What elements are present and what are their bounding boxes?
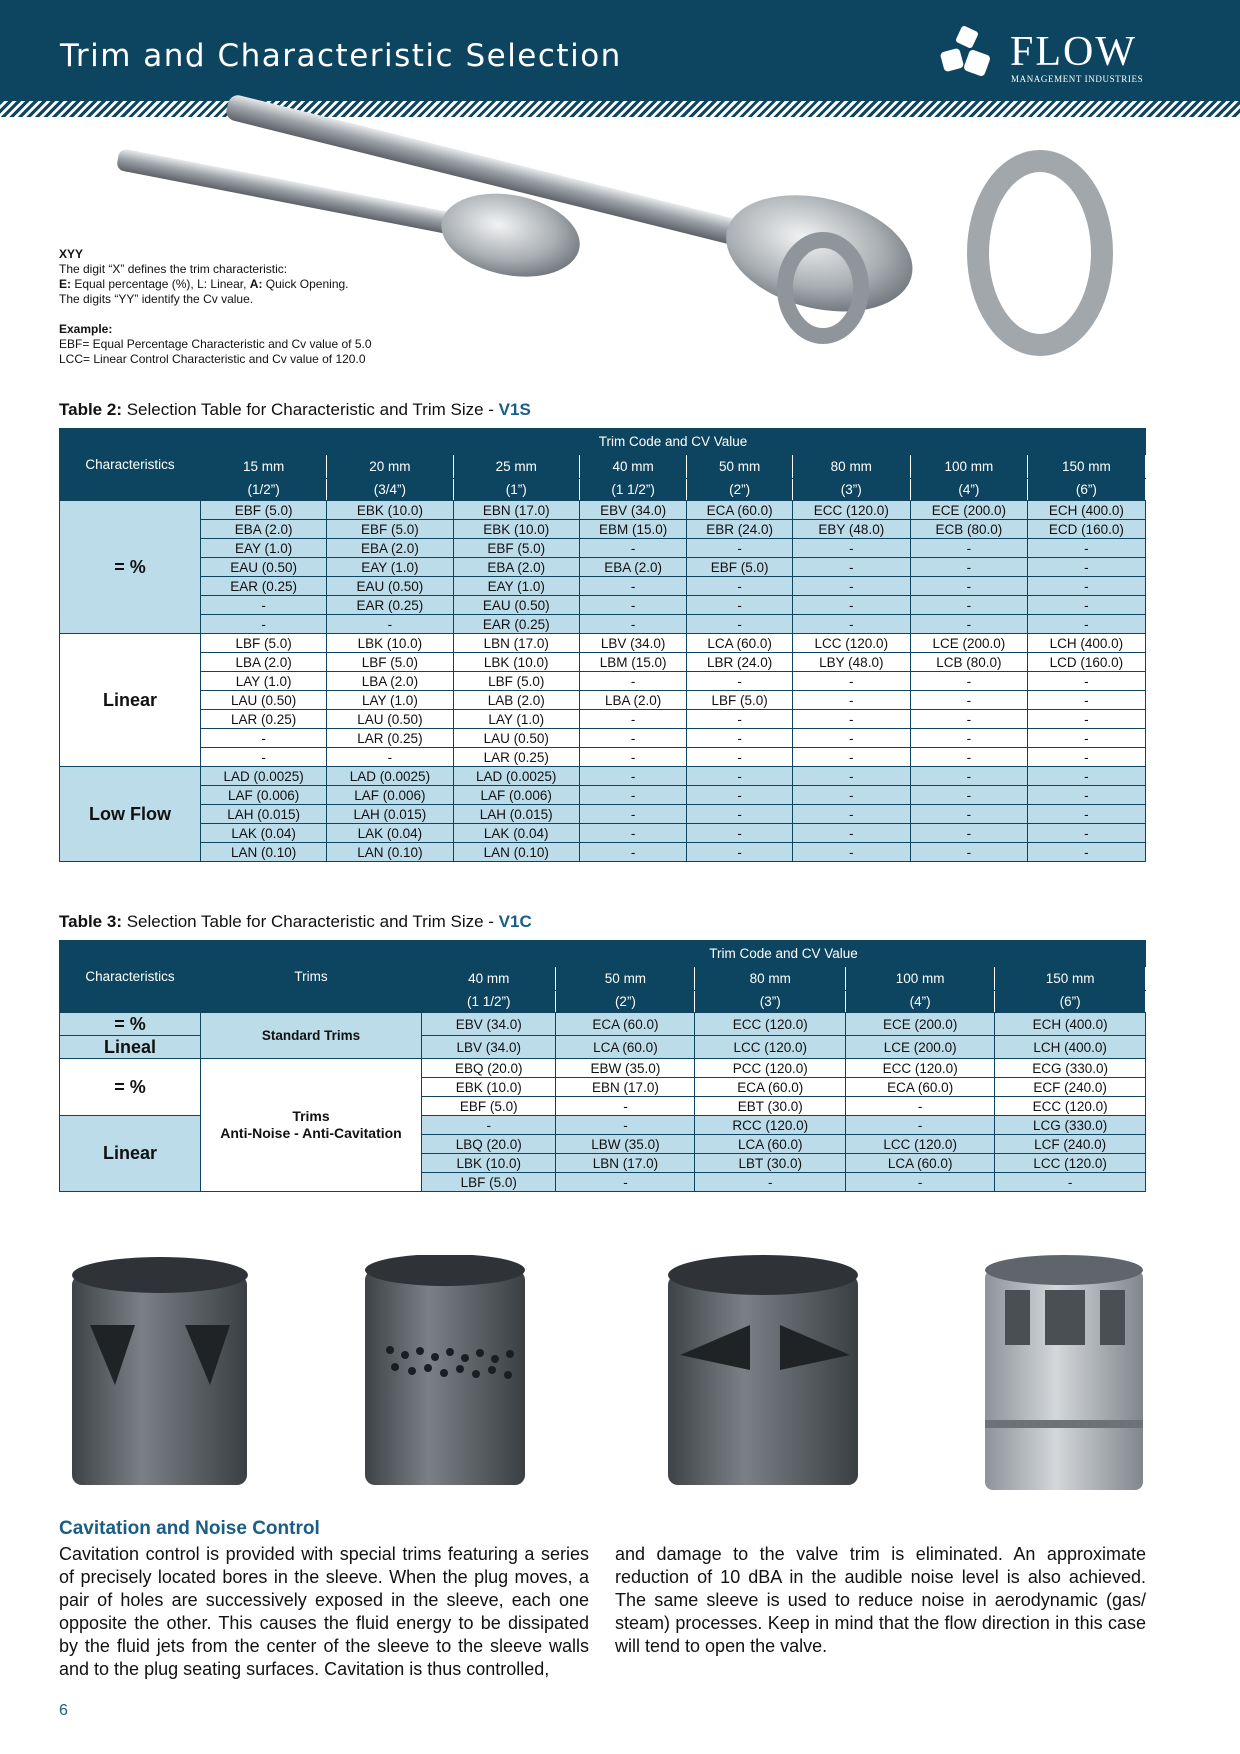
table-cell: LAH (0.015) xyxy=(453,805,579,824)
table-cell: - xyxy=(792,558,910,577)
table-cell: LBY (48.0) xyxy=(792,653,910,672)
size-inch-header: (1 1/2”) xyxy=(422,991,556,1013)
xyy-line2: E: Equal percentage (%), L: Linear, A: Quick Opening. xyxy=(59,277,349,291)
table-cell: EAY (1.0) xyxy=(327,558,453,577)
table-cell: LAN (0.10) xyxy=(201,843,327,862)
table-cell: LAU (0.50) xyxy=(453,729,579,748)
table-row xyxy=(60,691,1146,710)
table-cell: - xyxy=(687,748,792,767)
table-cell: ECF (240.0) xyxy=(995,1078,1146,1097)
table-row xyxy=(60,805,1146,824)
table-cell: - xyxy=(910,748,1027,767)
table-cell: LCF (240.0) xyxy=(995,1135,1146,1154)
table-row xyxy=(60,596,1146,615)
table-cell: LCA (60.0) xyxy=(695,1135,846,1154)
group-label: Lineal xyxy=(60,1036,201,1059)
table-cell: LCH (400.0) xyxy=(995,1036,1146,1059)
table-row xyxy=(60,539,1146,558)
section-col2: and damage to the valve trim is eliminated. An approximate reduction of 10 dBA in the audible noise level is also achieved. The same sleeve is used to reduce noise in aerodynamic (gas/ steam) processes. Keep in mind that the flow direction in this case will tend to open the valve. xyxy=(615,1544,1146,1656)
size-inch-header: (2”) xyxy=(687,479,792,501)
logo-subtitle: MANAGEMENT INDUSTRIES xyxy=(1011,74,1144,84)
table-cell: ECH (400.0) xyxy=(1027,501,1145,520)
table-cell: LBA (2.0) xyxy=(579,691,687,710)
table-cell: EBY (48.0) xyxy=(792,520,910,539)
logo-cubes-icon xyxy=(940,22,1000,92)
size-mm-header: 25 mm xyxy=(453,455,579,479)
size-mm-header: 100 mm xyxy=(910,455,1027,479)
table-cell: - xyxy=(910,843,1027,862)
table-row xyxy=(60,1059,1146,1078)
table-cell: - xyxy=(687,596,792,615)
table-cell: - xyxy=(910,767,1027,786)
size-inch-header: (4”) xyxy=(846,991,995,1013)
table-cell: EAY (1.0) xyxy=(453,577,579,596)
table-cell: ECA (60.0) xyxy=(556,1013,695,1036)
table-cell: LBM (15.0) xyxy=(579,653,687,672)
table-cell: ECB (80.0) xyxy=(910,520,1027,539)
size-mm-header: 20 mm xyxy=(327,455,453,479)
table-cell: - xyxy=(687,672,792,691)
table2-v1s xyxy=(59,428,1146,862)
table-cell: - xyxy=(327,748,453,767)
table-cell: LCC (120.0) xyxy=(846,1135,995,1154)
table-row xyxy=(60,843,1146,862)
example-2: LCC= Linear Control Characteristic and Cv value of 120.0 xyxy=(59,352,366,366)
table-cell: LBK (10.0) xyxy=(422,1154,556,1173)
table-cell: - xyxy=(1027,824,1145,843)
table-cell: LAK (0.04) xyxy=(327,824,453,843)
table-cell: - xyxy=(1027,729,1145,748)
group-label: Linear xyxy=(60,634,201,767)
table-cell: ECE (200.0) xyxy=(910,501,1027,520)
size-inch-header: (2”) xyxy=(556,991,695,1013)
table-row xyxy=(60,729,1146,748)
table-cell: LBF (5.0) xyxy=(422,1173,556,1192)
table2-caption: Table 2: Selection Table for Characteristic and Trim Size - V1S xyxy=(59,400,531,419)
table-cell: - xyxy=(579,539,687,558)
table3-caption: Table 3: Selection Table for Characteristic and Trim Size - V1C xyxy=(59,912,532,931)
table-cell: - xyxy=(695,1173,846,1192)
corner-header: Characteristics xyxy=(60,941,201,1013)
table-cell: - xyxy=(687,539,792,558)
example-label: Example: xyxy=(59,322,113,336)
table-cell: - xyxy=(792,729,910,748)
table-cell: LAF (0.006) xyxy=(201,786,327,805)
table-cell: - xyxy=(1027,672,1145,691)
table-cell: - xyxy=(910,672,1027,691)
sleeve-2 xyxy=(365,1255,525,1485)
table-cell: - xyxy=(687,843,792,862)
table-cell: LBA (2.0) xyxy=(327,672,453,691)
table-cell: - xyxy=(1027,577,1145,596)
table-cell: - xyxy=(1027,843,1145,862)
table-cell: EBK (10.0) xyxy=(327,501,453,520)
table-cell: - xyxy=(792,691,910,710)
table-cell: - xyxy=(1027,596,1145,615)
table-cell: - xyxy=(792,577,910,596)
table-cell: - xyxy=(579,748,687,767)
table-cell: - xyxy=(201,596,327,615)
table-cell: EAR (0.25) xyxy=(327,596,453,615)
table-cell: - xyxy=(579,767,687,786)
table-row xyxy=(60,824,1146,843)
table-cell: EBA (2.0) xyxy=(201,520,327,539)
table-cell: - xyxy=(687,805,792,824)
table-cell: - xyxy=(1027,805,1145,824)
table-cell: LBT (30.0) xyxy=(695,1154,846,1173)
table-row xyxy=(60,479,1146,501)
table-cell: LCG (330.0) xyxy=(995,1116,1146,1135)
table-cell: LAU (0.50) xyxy=(327,710,453,729)
table-cell: EAU (0.50) xyxy=(327,577,453,596)
table-row xyxy=(60,577,1146,596)
table-cell: LCA (60.0) xyxy=(846,1154,995,1173)
page-title: Trim and Characteristic Selection xyxy=(60,38,622,74)
table-cell: - xyxy=(579,672,687,691)
table-cell: - xyxy=(910,558,1027,577)
table-cell: LBQ (20.0) xyxy=(422,1135,556,1154)
table-cell: LAD (0.0025) xyxy=(327,767,453,786)
size-inch-header: (6”) xyxy=(1027,479,1145,501)
table-cell: ECA (60.0) xyxy=(846,1078,995,1097)
logo xyxy=(940,22,1180,92)
standard-trims-label: Standard Trims xyxy=(201,1013,422,1059)
table-cell: EAR (0.25) xyxy=(201,577,327,596)
size-mm-header: 50 mm xyxy=(556,967,695,991)
table-cell: - xyxy=(687,577,792,596)
table-row xyxy=(60,615,1146,634)
table-cell: LAK (0.04) xyxy=(453,824,579,843)
sleeve-4 xyxy=(985,1255,1143,1490)
table-cell: LBA (2.0) xyxy=(201,653,327,672)
size-mm-header: 150 mm xyxy=(1027,455,1145,479)
table-cell: LBK (10.0) xyxy=(327,634,453,653)
size-mm-header: 50 mm xyxy=(687,455,792,479)
table-cell: LBF (5.0) xyxy=(453,672,579,691)
size-mm-header: 80 mm xyxy=(695,967,846,991)
table-cell: LAY (1.0) xyxy=(201,672,327,691)
table-cell: - xyxy=(687,824,792,843)
table-cell: EAU (0.50) xyxy=(453,596,579,615)
group-label: = % xyxy=(60,1013,201,1036)
table-cell: - xyxy=(792,843,910,862)
anti-trims-label xyxy=(201,1059,422,1192)
table-cell: LCC (120.0) xyxy=(695,1036,846,1059)
table-cell: LAH (0.015) xyxy=(201,805,327,824)
table-cell: EBF (5.0) xyxy=(422,1097,556,1116)
table-cell: - xyxy=(910,729,1027,748)
table-cell: - xyxy=(579,824,687,843)
table-cell: EBN (17.0) xyxy=(453,501,579,520)
xyy-line1: The digit “X” defines the trim characteristic: xyxy=(59,262,288,276)
table-cell: - xyxy=(792,748,910,767)
section-col1: Cavitation control is provided with special trims featuring a series of precisely located bores in the sleeve. When the plug moves, a pair of holes are successively exposed in the sleeve, each one opposite the other. This causes the fluid energy to be dissipated by the fluid jets from the center of the sleeve to the sleeve walls and to the plug seating surfaces. Cavitation is thus controlled, xyxy=(59,1544,589,1679)
table-cell: EBV (34.0) xyxy=(579,501,687,520)
example-1: EBF= Equal Percentage Characteristic and Cv value of 5.0 xyxy=(59,337,372,351)
table-cell: LBF (5.0) xyxy=(201,634,327,653)
table-cell: LAB (2.0) xyxy=(453,691,579,710)
table-row xyxy=(60,634,1146,653)
table-cell: - xyxy=(201,748,327,767)
table-cell: LBN (17.0) xyxy=(453,634,579,653)
xyy-explanation xyxy=(59,247,372,367)
table-row xyxy=(60,429,1146,455)
table-cell: - xyxy=(579,710,687,729)
table-cell: - xyxy=(792,767,910,786)
anti-label-2: Anti-Noise - Anti-Cavitation xyxy=(220,1125,402,1141)
table-cell: - xyxy=(201,729,327,748)
group-label: Linear xyxy=(60,1116,201,1192)
table-row xyxy=(60,455,1146,479)
table-cell: LAH (0.015) xyxy=(327,805,453,824)
table-cell: EBT (30.0) xyxy=(695,1097,846,1116)
table-cell: - xyxy=(910,710,1027,729)
size-mm-header: 100 mm xyxy=(846,967,995,991)
group-label: = % xyxy=(60,1059,201,1116)
table-cell: - xyxy=(579,615,687,634)
page-number: 6 xyxy=(59,1702,68,1719)
table-cell: LBK (10.0) xyxy=(453,653,579,672)
table-cell: - xyxy=(910,824,1027,843)
xyy-heading: XYY xyxy=(59,247,84,261)
anti-label-1: Trims xyxy=(292,1108,330,1124)
table-cell: - xyxy=(579,577,687,596)
group-label: = % xyxy=(60,501,201,634)
table-cell: - xyxy=(201,615,327,634)
table-cell: EBN (17.0) xyxy=(556,1078,695,1097)
table-row xyxy=(60,653,1146,672)
table-cell: LBR (24.0) xyxy=(687,653,792,672)
table-cell: - xyxy=(1027,691,1145,710)
table-cell: - xyxy=(792,615,910,634)
table-cell: LAN (0.10) xyxy=(327,843,453,862)
table-cell: PCC (120.0) xyxy=(695,1059,846,1078)
table-cell: - xyxy=(792,786,910,805)
table-cell: - xyxy=(687,786,792,805)
size-inch-header: (3”) xyxy=(792,479,910,501)
table-row xyxy=(60,710,1146,729)
table-cell: EAY (1.0) xyxy=(201,539,327,558)
table-row xyxy=(60,748,1146,767)
table-cell: EBF (5.0) xyxy=(687,558,792,577)
table-cell: - xyxy=(792,672,910,691)
xyy-line3: The digits “YY” identify the Cv value. xyxy=(59,292,254,306)
table-row xyxy=(60,767,1146,786)
table-row xyxy=(60,501,1146,520)
table-cell: EAR (0.25) xyxy=(453,615,579,634)
table-cell: LAR (0.25) xyxy=(201,710,327,729)
table-cell: EBF (5.0) xyxy=(201,501,327,520)
table-cell: - xyxy=(1027,748,1145,767)
table-cell: - xyxy=(910,805,1027,824)
table-cell: LAD (0.0025) xyxy=(201,767,327,786)
table-row xyxy=(60,1013,1146,1036)
table-cell: - xyxy=(579,729,687,748)
super-header: Trim Code and CV Value xyxy=(422,941,1146,967)
trims-header: Trims xyxy=(201,941,422,1013)
table-cell: - xyxy=(579,786,687,805)
table-cell: LBF (5.0) xyxy=(327,653,453,672)
table-cell: LBF (5.0) xyxy=(687,691,792,710)
table-cell: - xyxy=(579,596,687,615)
table-cell: LAN (0.10) xyxy=(453,843,579,862)
table-cell: LCB (80.0) xyxy=(910,653,1027,672)
size-mm-header: 40 mm xyxy=(422,967,556,991)
size-inch-header: (4”) xyxy=(910,479,1027,501)
table-cell: - xyxy=(687,729,792,748)
table-cell: ECC (120.0) xyxy=(792,501,910,520)
table-cell: ECE (200.0) xyxy=(846,1013,995,1036)
table-cell: - xyxy=(910,577,1027,596)
logo-name: FLOW xyxy=(1010,29,1137,75)
table-cell: EBR (24.0) xyxy=(687,520,792,539)
table-cell: LBV (34.0) xyxy=(579,634,687,653)
table-cell: LCC (120.0) xyxy=(995,1154,1146,1173)
table-cell: - xyxy=(846,1097,995,1116)
group-label: Low Flow xyxy=(60,767,201,862)
table-cell: - xyxy=(687,767,792,786)
size-inch-header: (6”) xyxy=(995,991,1146,1013)
size-mm-header: 150 mm xyxy=(995,967,1146,991)
table-cell: LAY (1.0) xyxy=(327,691,453,710)
table-cell: LCA (60.0) xyxy=(556,1036,695,1059)
size-inch-header: (1 1/2”) xyxy=(579,479,687,501)
size-inch-header: (1”) xyxy=(453,479,579,501)
table-cell: ECC (120.0) xyxy=(995,1097,1146,1116)
table-cell: ECA (60.0) xyxy=(695,1078,846,1097)
table-cell: - xyxy=(792,539,910,558)
table-row xyxy=(60,558,1146,577)
table-cell: - xyxy=(910,691,1027,710)
table-cell: - xyxy=(846,1173,995,1192)
table-cell: - xyxy=(846,1116,995,1135)
table-cell: - xyxy=(995,1173,1146,1192)
table-cell: LBV (34.0) xyxy=(422,1036,556,1059)
table-row xyxy=(60,672,1146,691)
table-cell: ECG (330.0) xyxy=(995,1059,1146,1078)
size-inch-header: (3/4”) xyxy=(327,479,453,501)
table-cell: ECH (400.0) xyxy=(995,1013,1146,1036)
table-cell: - xyxy=(579,843,687,862)
table-cell: - xyxy=(910,596,1027,615)
size-inch-header: (3”) xyxy=(695,991,846,1013)
table-row xyxy=(60,520,1146,539)
table-cell: EBK (10.0) xyxy=(422,1078,556,1097)
table-cell: - xyxy=(792,710,910,729)
table-cell: EBF (5.0) xyxy=(327,520,453,539)
table-cell: - xyxy=(327,615,453,634)
table-cell: - xyxy=(687,710,792,729)
table-cell: LAK (0.04) xyxy=(201,824,327,843)
super-header: Trim Code and CV Value xyxy=(201,429,1146,455)
table-cell: LBN (17.0) xyxy=(556,1154,695,1173)
table3-v1c xyxy=(59,940,1146,1192)
table-cell: - xyxy=(910,786,1027,805)
table-cell: EBA (2.0) xyxy=(453,558,579,577)
table-cell: - xyxy=(556,1173,695,1192)
table-cell: LBW (35.0) xyxy=(556,1135,695,1154)
table-cell: - xyxy=(792,596,910,615)
table-cell: EBV (34.0) xyxy=(422,1013,556,1036)
table-cell: - xyxy=(1027,710,1145,729)
table-cell: LCA (60.0) xyxy=(687,634,792,653)
table-cell: LAY (1.0) xyxy=(453,710,579,729)
table-cell: EBM (15.0) xyxy=(579,520,687,539)
table-cell: LCC (120.0) xyxy=(792,634,910,653)
sleeve-3 xyxy=(668,1255,858,1485)
table-cell: LAR (0.25) xyxy=(453,748,579,767)
table-cell: - xyxy=(1027,786,1145,805)
table-cell: LCH (400.0) xyxy=(1027,634,1145,653)
table-cell: LCE (200.0) xyxy=(910,634,1027,653)
table-cell: ECC (120.0) xyxy=(846,1059,995,1078)
table-cell: - xyxy=(1027,539,1145,558)
size-mm-header: 80 mm xyxy=(792,455,910,479)
table-cell: LAR (0.25) xyxy=(327,729,453,748)
table-cell: - xyxy=(556,1116,695,1135)
table-cell: - xyxy=(1027,767,1145,786)
size-mm-header: 15 mm xyxy=(201,455,327,479)
table-cell: - xyxy=(910,539,1027,558)
corner-header: Characteristics xyxy=(60,429,201,501)
section-title: Cavitation and Noise Control xyxy=(59,1518,320,1539)
sleeve-1 xyxy=(72,1257,248,1485)
table-cell: EBF (5.0) xyxy=(453,539,579,558)
table-cell: EBW (35.0) xyxy=(556,1059,695,1078)
table-cell: - xyxy=(579,805,687,824)
table-cell: - xyxy=(1027,558,1145,577)
table-cell: EBA (2.0) xyxy=(579,558,687,577)
table-cell: EBA (2.0) xyxy=(327,539,453,558)
table-cell: - xyxy=(910,615,1027,634)
table-cell: LAU (0.50) xyxy=(201,691,327,710)
table-cell: LAF (0.006) xyxy=(327,786,453,805)
table-cell: LCD (160.0) xyxy=(1027,653,1145,672)
table-cell: ECA (60.0) xyxy=(687,501,792,520)
table-cell: EBQ (20.0) xyxy=(422,1059,556,1078)
table-cell: LAF (0.006) xyxy=(453,786,579,805)
table-cell: EBK (10.0) xyxy=(453,520,579,539)
table-cell: EAU (0.50) xyxy=(201,558,327,577)
trim-sleeves-photo xyxy=(60,1255,1160,1505)
table-cell: - xyxy=(792,805,910,824)
table-cell: LCE (200.0) xyxy=(846,1036,995,1059)
table-cell: RCC (120.0) xyxy=(695,1116,846,1135)
table-cell: - xyxy=(792,824,910,843)
table-row xyxy=(60,786,1146,805)
size-mm-header: 40 mm xyxy=(579,455,687,479)
table-cell: - xyxy=(422,1116,556,1135)
table-cell: ECD (160.0) xyxy=(1027,520,1145,539)
table-cell: - xyxy=(556,1097,695,1116)
size-inch-header: (1/2”) xyxy=(201,479,327,501)
table-row xyxy=(60,941,1146,967)
table-cell: - xyxy=(687,615,792,634)
table-cell: ECC (120.0) xyxy=(695,1013,846,1036)
table-cell: - xyxy=(1027,615,1145,634)
table-cell: LAD (0.0025) xyxy=(453,767,579,786)
